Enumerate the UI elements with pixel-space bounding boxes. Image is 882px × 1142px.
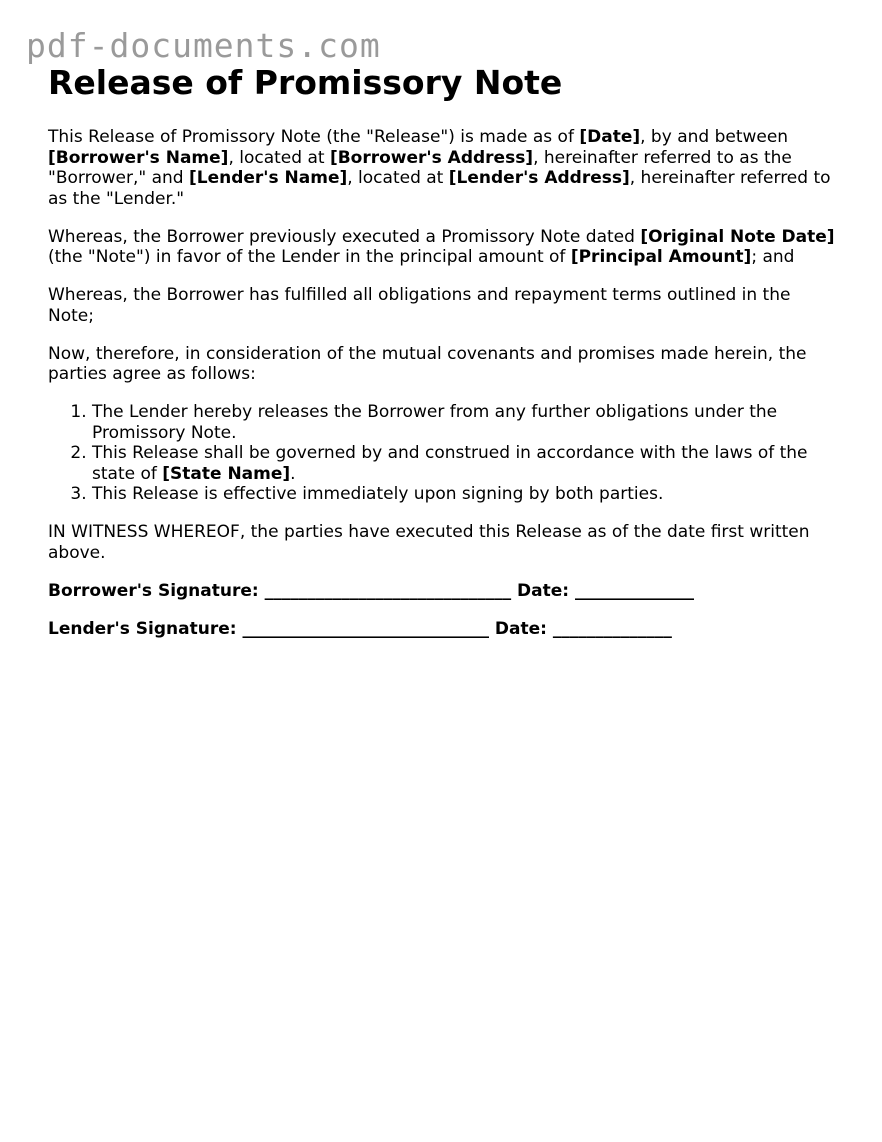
lender-signature-text: Lender's Signature: _____________________________ Date: ______________ bbox=[48, 618, 672, 639]
now-therefore-paragraph: Now, therefore, in consideration of the mutual covenants and promises made herein, the parties agree as follows: bbox=[48, 343, 807, 384]
term2-text-1: This Release shall be governed by and construed in accordance with the laws of the state of bbox=[92, 443, 808, 484]
whereas-paragraph-1 bbox=[48, 227, 838, 268]
lender-signature-line bbox=[48, 619, 838, 640]
term-item-3: 3. This Release is effective immediately upon signing by both parties. bbox=[92, 484, 838, 505]
whereas1-text-2: (the "Note") in favor of the Lender in the principal amount of bbox=[48, 247, 571, 267]
borrower-signature-text: Borrower's Signature: _____________________________ Date: ______________ bbox=[48, 580, 694, 601]
whereas1-text-1: Whereas, the Borrower previously executed a Promissory Note dated bbox=[48, 226, 641, 247]
date-placeholder: [Date] bbox=[579, 127, 641, 147]
intro-text-4: , hereinafter referred to as the "Borrower," and bbox=[48, 147, 792, 188]
intro-paragraph bbox=[48, 127, 838, 209]
state-name-placeholder: [State Name] bbox=[162, 463, 291, 484]
term-item-1: 1. The Lender hereby releases the Borrower from any further obligations under the Promissory Note. bbox=[92, 402, 838, 443]
watermark: pdf-documents.com bbox=[26, 26, 381, 65]
document-body bbox=[48, 127, 838, 657]
witness-paragraph: IN WITNESS WHEREOF, the parties have executed this Release as of the date first written above. bbox=[48, 522, 810, 563]
document-title: Release of Promissory Note bbox=[48, 63, 563, 102]
borrower-address-placeholder: [Borrower's Address] bbox=[329, 147, 534, 168]
intro-text-6: , hereinafter referred to as the "Lender." bbox=[48, 168, 831, 209]
borrower-signature-line bbox=[48, 581, 838, 602]
intro-text-5: , located at bbox=[347, 168, 449, 188]
original-note-date-placeholder: [Original Note Date] bbox=[640, 226, 835, 247]
whereas-paragraph-2: Whereas, the Borrower has fulfilled all obligations and repayment terms outlined in the Note; bbox=[48, 285, 791, 326]
whereas1-text-3: ; and bbox=[751, 247, 795, 267]
terms-list bbox=[48, 402, 838, 505]
intro-text-3: , located at bbox=[228, 147, 330, 168]
principal-amount-placeholder: [Principal Amount] bbox=[570, 247, 752, 267]
intro-text-2: , by and between bbox=[640, 127, 789, 147]
intro-text-1: This Release of Promissory Note (the "Release") is made as of bbox=[48, 127, 580, 147]
lender-name-placeholder: [Lender's Name] bbox=[188, 168, 348, 188]
borrower-name-placeholder: [Borrower's Name] bbox=[48, 147, 229, 168]
term2-text-2: . bbox=[290, 463, 296, 484]
term-item-2 bbox=[92, 443, 838, 484]
lender-address-placeholder: [Lender's Address] bbox=[448, 168, 630, 188]
